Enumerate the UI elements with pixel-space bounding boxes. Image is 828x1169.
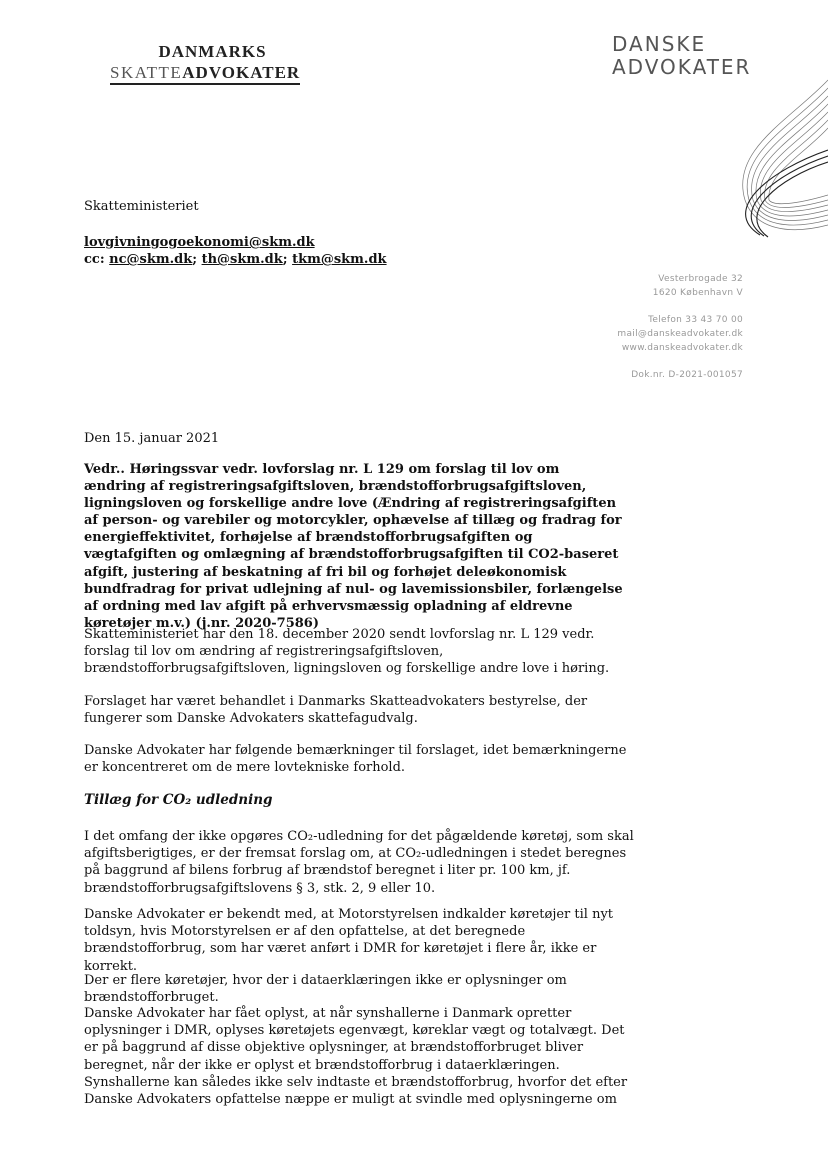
letter-subject: Vedr.. Høringssvar vedr. lovforslag nr. L 129 om forslag til lov om ændring af registreringsafgiftsloven, brændstofforbrugsafgiftsloven, ligningsloven og forskellige andre love (Ændring af registreringsafgiften af person- og varebiler og motorcykler, ophævelse af tillæg og fradrag for energieffektivitet, forhøjelse af brændstofforbrugsafgiften og vægtafgiften og omlægning af brændstofforbrugsafgiften til CO2-baseret afgift, justering af beskatning af fri bil og forhøjet deleøkonomisk bundfradrag for privat udlejning af nul- og lavemissionsbiler, forlængelse af ordning med lav afgift på erhvervsmæssig opladning af eldrevne køretøjer m.v.) (j.nr. 2020-7586)	[84, 462, 623, 631]
paragraph-5: Danske Advokater er bekendt med, at Motorstyrelsen indkalder køretøjer til nyt toldsyn, hvis Motorstyrelsen er af den opfattelse, at det beregnede brændstofforbrug, som har været anført i DMR for køretøjet i flere år, ikke er korrekt.	[84, 907, 614, 974]
document-number: Dok.nr. D-2021-001057	[631, 370, 743, 380]
paragraph-2: Forslaget har været behandlet i Danmarks Skatteadvokaters bestyrelse, der fungerer som Danske Advokaters skattefagudvalg.	[84, 694, 588, 727]
sender-address-block	[617, 272, 743, 382]
sender-web: www.danskeadvokater.dk	[621, 343, 743, 353]
logo-right-line1: DANSKE	[612, 32, 707, 56]
cc-email-link-3[interactable]: tkm@skm.dk	[292, 252, 387, 267]
logo-left-prefix: SKATTE	[110, 63, 183, 82]
sender-mail: mail@danskeadvokater.dk	[617, 329, 743, 339]
cc-label: cc:	[84, 252, 105, 267]
sender-phone: Telefon 33 43 70 00	[648, 315, 743, 325]
logo-swoosh-graphic	[700, 60, 828, 240]
recipient: Skatteministeriet	[84, 199, 199, 214]
email-block: lovgivningogoekonomi@skm.dk cc: nc@skm.dk; th@skm.dk; tkm@skm.dk	[84, 235, 387, 267]
paragraph-4: I det omfang der ikke opgøres CO₂-udledning for det pågældende køretøj, som skal afgiftsberigtiges, er der fremsat forslag om, at CO₂-udledningen i stedet beregnes på baggrund af bilens forbrug af brændstof beregnet i liter pr. 100 km, jf. brændstofforbrugsafgiftslovens § 3, stk. 2, 9 eller 10.	[84, 829, 634, 896]
danmarks-skatteadvokater-logo	[110, 42, 320, 85]
cc-email-link-2[interactable]: th@skm.dk	[201, 252, 283, 267]
logo-right-line2: ADVOKATER	[612, 55, 752, 79]
logo-left-line2	[110, 63, 300, 85]
logo-left-line1: DANMARKS	[158, 42, 267, 61]
paragraph-6: Der er flere køretøjer, hvor der i dataerklæringen ikke er oplysninger om brændstofforbruget.	[84, 973, 567, 1006]
letter-date: Den 15. januar 2021	[84, 431, 220, 446]
section-heading: Tillæg for CO₂ udledning	[84, 792, 273, 808]
logo-left-suffix: ADVOKATER	[182, 63, 301, 82]
cc-email-link-1[interactable]: nc@skm.dk	[109, 252, 193, 267]
paragraph-1: Skatteministeriet har den 18. december 2020 sendt lovforslag nr. L 129 vedr. forslag til lov om ændring af registreringsafgiftsloven, brændstofforbrugsafgiftsloven, ligningsloven og forskellige andre love i høring.	[84, 627, 610, 677]
paragraph-7: Danske Advokater har fået oplyst, at når synshallerne i Danmark opretter oplysninger i DMR, oplyses køretøjets egenvægt, køreklar vægt og totalvægt. Det er på baggrund af disse objektive oplysninger, at brændstofforbruget bliver beregnet, når der ikke er oplyst et brændstofforbrug i dataerklæringen. Synshallerne kan således ikke selv indtaste et brændstofforbrug, hvorfor det efter Danske Advokaters opfattelse næppe er muligt at svindle med oplysningerne om	[84, 1006, 628, 1108]
paragraph-3: Danske Advokater har følgende bemærkninger til forslaget, idet bemærkningerne er koncentreret om de mere lovtekniske forhold.	[84, 743, 627, 776]
sender-street: Vesterbrogade 32	[658, 274, 743, 284]
sender-city: 1620 København V	[652, 288, 743, 298]
primary-email-link[interactable]: lovgivningogoekonomi@skm.dk	[84, 235, 315, 250]
